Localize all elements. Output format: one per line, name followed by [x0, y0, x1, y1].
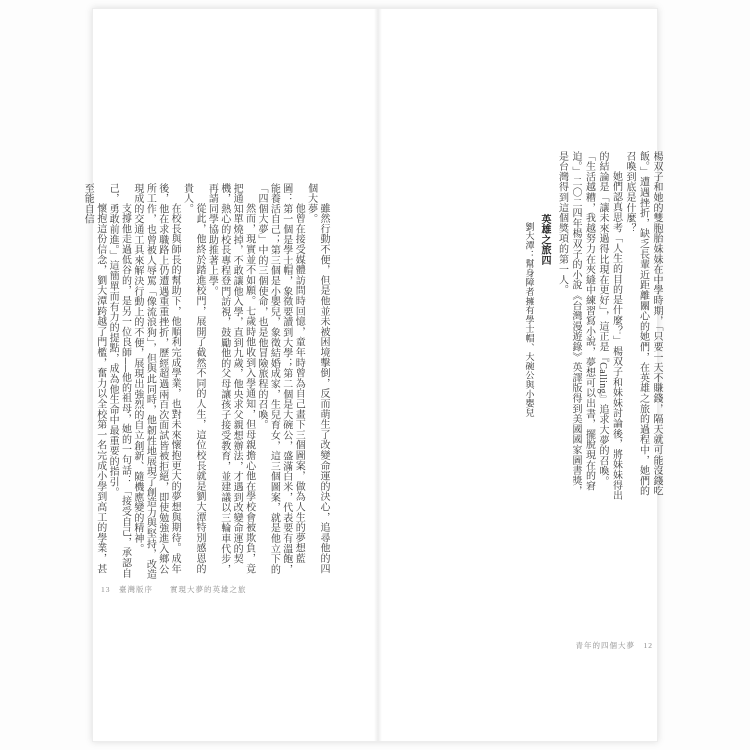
left-page-text-block — [82, 183, 329, 583]
paragraph: 她們認真思考「人生的目的是什麼？」楊双子和妹妹討論後，將妹妹得出的結論是「讓未來過得比現在更好」，這正是『Calling』追求大夢的召喚。 — [597, 151, 622, 501]
section-header: 英雄之旅四 — [539, 214, 550, 266]
paragraph: 楊双子和她的雙胞胎妹妹在中學時期，「只要一天不賺錢，隔天就可能沒錢吃飯。」遭遇挫折，缺乏長輩近距離關心的她們，在英雄之旅的過程中，她們的召喚到底是什麼？ — [624, 151, 662, 497]
right-running-footer: 青年的四個大夢 12 — [575, 641, 653, 650]
paragraph: 然而，現實並不如願。七歲時他收到入學通知，但母親擔心他在學校會被欺負，竟把通知單燒掉，不敢讓他入學，直到九歲，他央求父親想辦法，才遇到改變命運的契機，熱心的校長專程登門訪視，鼓勵他的父母讓孩子接受教育，並建議以三輪車代步，再請同學協助推著上學。 — [206, 183, 255, 575]
paragraph: 他曾在接受媒體訪問時回憶，童年時曾為自己畫下三個圖案，做為人生的夢想藍圖：第一個是學士帽，象徵要讀到大學；第二個是大碗公，盛滿白米，代表要有溫飽，能養活自己；第三個是小嬰兒，象徵結婚成家，生兒育女，這三個圖案，就是他立下的「四個大夢」中的三個使命，也是他冒險旅程的召喚。 — [255, 183, 305, 575]
paragraph: 雖然行動不便，但是他並未被困境擊倒，反而萌生了改變命運的決心，追尋他的四個大夢。 — [305, 183, 329, 574]
paragraph: 從此，他終於踏進校門，展開了截然不同的人生，這位校長就是劉大潭特別感恩的貴人。 — [181, 183, 205, 574]
paragraph: 在校長與師長的幫助下，他順利完成學業，也對未來懷抱更大的夢想與期待。成年後，他在求職路上仍遭遇重重挫折，歷經超過兩百次面試皆被拒絕，即使勉強進入鄉公所工作，也曾被人辱罵「像流浪狗」，但與此同時，他韌性地展現了創造力與堅持，改造現成的交通工具來解決行動上的不便，展現出強烈的自立創新、隨機應變的精神。 — [131, 183, 181, 580]
spine-gutter — [374, 9, 382, 741]
section-subtitle: 劉大潭：幫身障者擁有學士帽、大碗公與小嬰兒 — [524, 222, 535, 418]
left-running-footer: 13 臺灣版序 實現大夢的英雄之旅 — [101, 585, 247, 594]
book-spread — [82, 8, 662, 742]
paragraph: 「生活越糟，我越努力在夾縫中練習寫小說，夢想可以出書，擺脫現在的窘迫。」二〇二四年楊双子的小說《台灣漫遊錄》英譯版得到美國國家圖書獎，是台灣得到這個獎項的第一人。 — [556, 151, 595, 497]
right-page-text-block — [524, 151, 663, 503]
paragraph: 支撐他走過低谷的，是另一位良師──他的祖母，她的一句話：「接受自己，承認自己，勇敢前進。」這簡單而有力的提點，成為他生命中最重要的指引。 — [107, 183, 131, 579]
paragraph: 懷抱這份信念，劉大潭跨越了門檻，奮力以全校第一名完成小學到高工的學業，甚至能自信 — [82, 183, 106, 574]
